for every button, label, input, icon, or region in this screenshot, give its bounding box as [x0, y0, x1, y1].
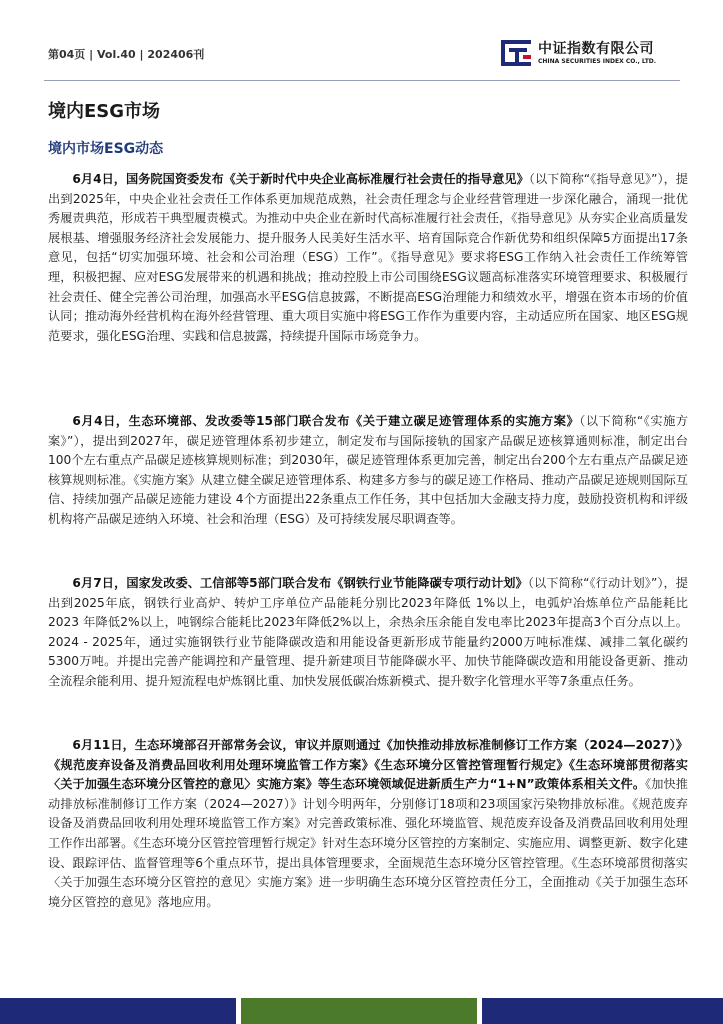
paragraph-lead: 6月11日，生态环境部召开部常务会议，审议并原则通过《加快推动排放标准制修订工作方案（2024—2027）》《规范废弃设备及消费品回收利用处理环境监管工作方案》《生态环境分区管控管理暂行规定》《生态环境部贯彻落实〈关于加强生态环境分区管控的意见〉实施方案》等生态环境领域促进新质生产力“1+N”政策体系相关文件。 [48, 738, 688, 792]
page-footer [0, 998, 723, 1024]
footer-bar-right [482, 998, 723, 1024]
paragraph-body: （以下简称“《实施方案》”），提出到2027年，碳足迹管理体系初步建立，制定发布与国际接轨的国家产品碳足迹核算通则标准，制定出台100个左右重点产品碳足迹核算规则标准；到2030年，碳足迹管理体系更加完善，制定出台200个左右重点产品碳足迹核算规则标准。《实施方案》从建立健全碳足迹管理体系、构建多方参与的碳足迹工作格局、推动产品碳足迹规则国际互信、持续加强产品碳足迹能力建设 4个方面提出22条重点工作任务，其中包括加大金融支持力度，鼓励投资机构和评级机构将产品碳足迹纳入环境、社会和治理（ESG）及可持续发展尽职调查等。 [48, 414, 688, 526]
paragraph-lead: 6月7日，国家发改委、工信部等5部门联合发布《钢铁行业节能降碳专项行动计划》 [72, 576, 528, 590]
news-paragraph-2 [48, 412, 688, 530]
header-divider [44, 80, 680, 81]
paragraph-lead: 6月4日，国务院国资委发布《关于新时代中央企业高标准履行社会责任的指导意见》 [72, 172, 529, 186]
footer-bar-middle [241, 998, 477, 1024]
paragraph-body: （以下简称“《行动计划》”），提出到2025年底，钢铁行业高炉、转炉工序单位产品能耗分别比2023年降低 1%以上，电弧炉冶炼单位产品能耗比2023 年降低2%以上，吨钢综合能耗比2023年降低2%以上，余热余压余能自发电率比2023年提高3个百分点以上。2024 - 2025年，通过实施钢铁行业节能降碳改造和用能设备更新形成节能量约2000万吨标准煤、减排二氧化碳约5300万吨。并提出完善产能调控和产量管理、提升新建项目节能降碳水平、加快节能降碳改造和用能设备更新、推动全流程余能利用、提升短流程电炉炼钢比重、加快发展低碳冶炼新模式、提升数字化管理水平等7条重点任务。 [48, 576, 688, 688]
page-header [0, 0, 723, 80]
section-title: 境内ESG市场 [48, 101, 161, 122]
company-name-en: CHINA SECURITIES INDEX CO., LTD. [538, 58, 657, 65]
footer-bar-left [0, 998, 236, 1024]
paragraph-body: （以下简称“《指导意见》”），提出到2025年，中央企业社会责任工作体系更加规范成熟，社会责任理念与企业经营管理进一步深化融合，涌现一批优秀履责典范，形成若干典型履责模式。为推动中央企业在新时代高标准履行社会责任，《指导意见》从夯实企业高质量发展根基、增强服务经济社会发展能力、提升服务人民美好生活水平、培育国际竞合作新优势和组织保障5方面提出17条意见，包括“切实加强环境、社会和公司治理（ESG）工作”。《指导意见》要求将ESG工作纳入社会责任工作统筹管理，积极把握、应对ESG发展带来的机遇和挑战；推动控股上市公司围绕ESG议题高标准落实环境管理要求、积极履行社会责任、健全完善公司治理，加强高水平ESG信息披露，不断提高ESG治理能力和绩效水平，增强在资本市场的价值认同；推动海外经营机构在海外经营管理、重大项目实施中将ESG工作作为重要内容，主动适应所在国家、地区ESG规范要求，强化ESG治理、实践和信息披露，持续提升国际市场竞争力。 [48, 172, 688, 343]
subsection-title: 境内市场ESG动态 [48, 141, 164, 157]
paragraph-lead: 6月4日，生态环境部、发改委等15部门联合发布《关于建立碳足迹管理体系的实施方案》 [72, 414, 580, 428]
logo-mark-icon [500, 38, 532, 68]
company-name-cn: 中证指数有限公司 [538, 41, 654, 57]
company-logo [500, 36, 700, 72]
news-paragraph-3 [48, 574, 688, 692]
news-paragraph-4 [48, 736, 688, 912]
paragraph-body: 《加快推动排放标准制修订工作方案（2024—2027）》计划今明两年，分别修订18项和23项国家污染物排放标准。《规范废弃设备及消费品回收利用处理环境监管工作方案》对完善政策标准、强化环境监管、规范废弃设备及消费品回收利用处理工作作出部署。《生态环境分区管控管理暂行规定》针对生态环境分区管控的方案制定、实施应用、调整更新、数字化建设、跟踪评估、监督管理等6个重点环节，提出具体管理要求，全面规范生态环境分区管控管理。《生态环境部贯彻落实〈关于加强生态环境分区管控的意见〉实施方案》进一步明确生态环境分区管控责任分工，全面推动《关于加强生态环境分区管控的意见》落地应用。 [48, 777, 688, 909]
news-paragraph-1 [48, 170, 688, 346]
issue-label: 第04页 | Vol.40 | 202406刊 [48, 48, 205, 61]
